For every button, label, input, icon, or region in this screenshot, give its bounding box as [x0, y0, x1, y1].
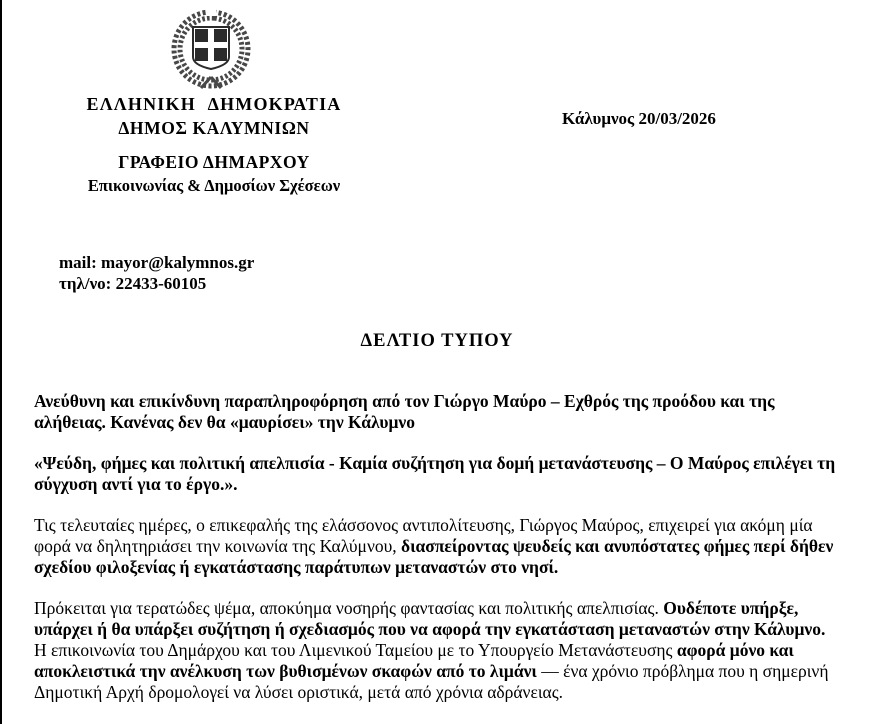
cross-shield — [193, 27, 229, 69]
text-run: Η επικοινωνία του Δημάρχου και του Λιμενικού Ταμείου με το Υπουργείο Μετανάστευσης — [34, 640, 677, 660]
contact-phone: τηλ/νο: 22433-60105 — [59, 274, 207, 293]
body-paragraph-2 — [34, 598, 842, 703]
document-title: ΔΕΛΤΙΟ ΤΥΠΟΥ — [360, 331, 514, 351]
text-run-bold: αφορά μόνο και αποκλειστικά την ανέλκυση των βυθισμένων σκαφών από το λιμάνι — [34, 640, 794, 681]
text-run-bold: διασπείροντας ψευδείς και ανυπόστατες φήμες περί δήθεν σχεδίου φιλοξενίας ή εγκατάστασης παράτυπων μεταναστών στο νησί. — [34, 536, 834, 577]
office-subtitle: Επικοινωνίας & Δημοσίων Σχέσεων — [87, 176, 341, 195]
body-paragraph-1 — [34, 515, 842, 578]
greek-coat-of-arms-icon — [160, 4, 262, 92]
contact-email: mail: mayor@kalymnos.gr — [59, 253, 255, 272]
text-run: Τις τελευταίες ημέρες, ο επικεφαλής της ελάσσονος αντιπολίτευσης, Γιώργος Μαύρος, επιχειρεί για ακόμη μία φορά να δηλητηριάσει την κοινωνία της Καλύμνου, — [34, 515, 813, 556]
subheadline-paragraph: «Ψεύδη, φήμες και πολιτική απελπισία - Καμία συζήτηση για δομή μετανάστευσης – Ο Μαύρος επιλέγει τη σύγχυση αντί για το έργο.». — [34, 453, 836, 494]
municipality-title: ΔΗΜΟΣ ΚΑΛΥΜΝΙΩΝ — [118, 118, 310, 138]
office-title: ΓΡΑΦΕΙΟ ΔΗΜΑΡΧΟΥ — [118, 152, 310, 172]
text-run-bold: Ουδέποτε υπήρξε, υπάρχει ή θα υπάρξει συζήτηση ή σχεδιασμός που να αφορά την εγκατάσταση μεταναστών στην Κάλυμνο. — [34, 598, 826, 639]
document-body — [34, 391, 842, 723]
text-run: Πρόκειται για τερατώδες ψέμα, αποκύημα νοσηρής φαντασίας και πολιτικής απελπισίας. — [34, 598, 664, 618]
text-run: — ένα χρόνιο πρόβλημα που η σημερινή Δημοτική Αρχή δρομολογεί να λύσει οριστικά, μετά από χρόνια αδράνειας. — [34, 661, 829, 702]
government-header — [2, 94, 426, 139]
contact-info — [59, 252, 254, 294]
date-line: Κάλυμνος 20/03/2026 — [562, 109, 716, 128]
office-header — [2, 152, 426, 196]
coat-of-arms-svg — [160, 4, 262, 92]
republic-title: ΕΛΛΗΝΙΚΗ ΔΗΜΟΚΡΑΤΙΑ — [86, 94, 342, 114]
headline-paragraph: Ανεύθυνη και επικίνδυνη παραπληροφόρηση από τον Γιώργο Μαύρο – Εχθρός της προόδου και της αλήθειας. Κανένας δεν θα «μαυρίσει» την Κάλυμνο — [34, 391, 775, 432]
